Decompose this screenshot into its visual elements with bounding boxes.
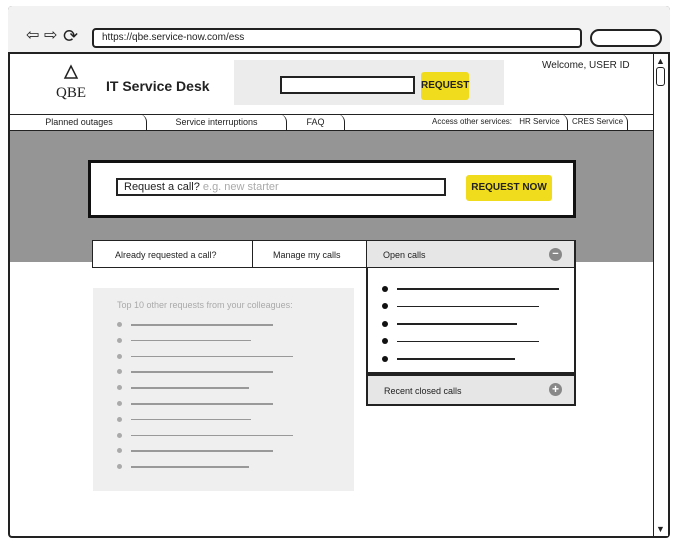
welcome-text: Welcome, USER ID	[542, 60, 630, 71]
list-item	[131, 340, 251, 342]
list-item	[131, 466, 249, 468]
list-bullet	[117, 354, 122, 359]
nav-faq[interactable]: FAQ	[287, 114, 345, 131]
open-calls-label: Open calls	[383, 250, 426, 260]
nav-planned-outages[interactable]: Planned outages	[12, 114, 147, 131]
list-item[interactable]	[397, 288, 559, 290]
list-bullet	[382, 338, 388, 344]
list-item	[131, 371, 273, 373]
scrollbar[interactable]	[653, 54, 668, 536]
list-item	[131, 403, 273, 405]
nav-service-interruptions[interactable]: Service interruptions	[147, 114, 287, 131]
scroll-up-icon[interactable]: ▲	[656, 56, 665, 66]
recent-closed-label: Recent closed calls	[384, 386, 462, 396]
request-call-label: Request a call?	[124, 181, 200, 193]
list-item	[131, 387, 249, 389]
address-bar[interactable]: https://qbe.service-now.com/ess	[92, 28, 582, 48]
list-bullet	[382, 356, 388, 362]
list-item[interactable]	[397, 323, 517, 325]
qbe-logo	[50, 64, 92, 102]
list-bullet	[117, 417, 122, 422]
list-bullet	[117, 401, 122, 406]
header-search-input[interactable]	[280, 76, 415, 94]
list-item	[131, 450, 273, 452]
tab-already-requested[interactable]: Already requested a call?	[92, 240, 252, 268]
list-bullet	[117, 433, 122, 438]
back-icon[interactable]: ⇦	[26, 27, 40, 44]
collapse-icon[interactable]: −	[549, 248, 562, 261]
list-bullet	[382, 321, 388, 327]
top-requests-title: Top 10 other requests from your colleagues:	[117, 300, 293, 310]
request-button[interactable]: REQUEST	[421, 72, 469, 100]
request-call-placeholder: e.g. new starter	[202, 181, 279, 193]
browser-search-box[interactable]	[590, 29, 662, 47]
reload-icon[interactable]: ⟳	[63, 26, 79, 46]
tab-open-calls[interactable]	[366, 240, 576, 268]
list-item	[131, 419, 251, 421]
list-bullet	[117, 338, 122, 343]
nav-hr-service[interactable]: HR Service	[512, 114, 568, 131]
list-bullet	[382, 303, 388, 309]
top-requests-panel	[93, 288, 354, 491]
forward-icon[interactable]: ⇨	[44, 27, 58, 44]
list-bullet	[117, 322, 122, 327]
other-services-label: Access other services:	[432, 117, 513, 126]
list-item[interactable]	[397, 306, 539, 308]
list-item[interactable]	[397, 341, 539, 343]
expand-icon[interactable]: +	[549, 383, 562, 396]
scroll-down-icon[interactable]: ▼	[656, 524, 665, 534]
scroll-thumb[interactable]	[656, 67, 665, 86]
list-bullet	[382, 286, 388, 292]
tab-manage-calls[interactable]: Manage my calls	[252, 240, 366, 268]
nav-cres-service[interactable]: CRES Service	[568, 114, 628, 131]
request-now-button[interactable]: REQUEST NOW	[466, 175, 552, 201]
list-item	[131, 435, 293, 437]
recent-closed-calls[interactable]	[366, 374, 576, 406]
list-item[interactable]	[397, 358, 515, 360]
list-item	[131, 356, 293, 358]
request-call-input[interactable]	[116, 178, 446, 196]
list-item	[131, 324, 273, 326]
svg-text:QBE: QBE	[56, 85, 86, 101]
page-title: IT Service Desk	[106, 78, 210, 94]
